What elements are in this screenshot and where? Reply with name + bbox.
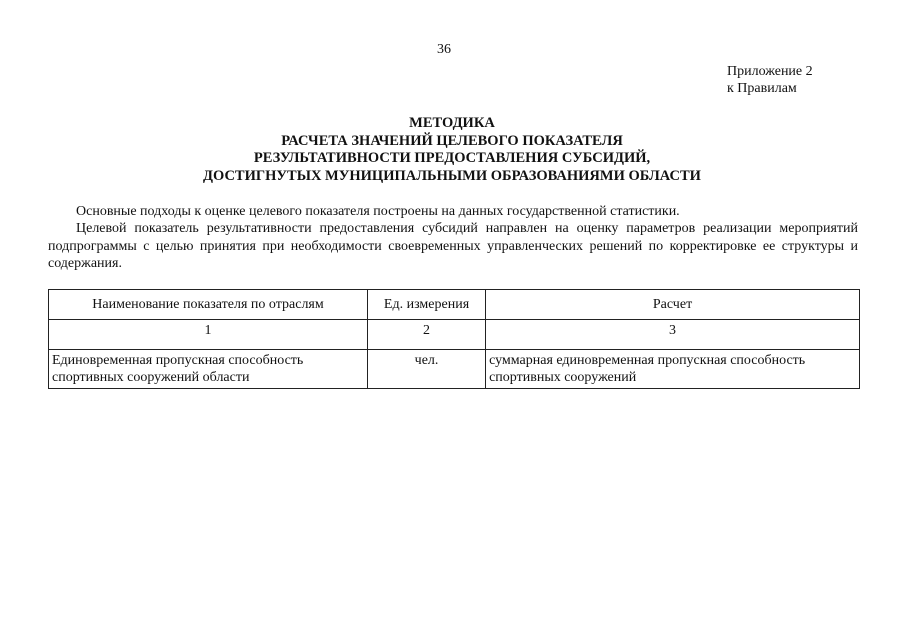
indicators-table bbox=[48, 289, 860, 389]
row-indicator-name: Единовременная пропускная способность спортивных сооружений области bbox=[49, 350, 368, 389]
title-line-4: ДОСТИГНУТЫХ МУНИЦИПАЛЬНЫМИ ОБРАЗОВАНИЯМИ ОБЛАСТИ bbox=[203, 167, 701, 184]
column-number-2: 2 bbox=[368, 320, 486, 350]
row-calculation: суммарная единовременная пропускная способность спортивных сооружений bbox=[486, 350, 860, 389]
row-unit: чел. bbox=[368, 350, 486, 389]
column-number-1: 1 bbox=[49, 320, 368, 350]
header-unit: Ед. измерения bbox=[368, 290, 486, 320]
appendix-line-1: Приложение 2 bbox=[727, 64, 813, 79]
page-number: 36 bbox=[437, 42, 451, 57]
intro-paragraph-2: Целевой показатель результативности предоставления субсидий направлен на оценку параметров реализации мероприятий подпрограммы с целью принятия при необходимости своевременных управленческих решений по корректировке ее структуры и содержания. bbox=[48, 221, 858, 271]
table-header-row bbox=[49, 290, 860, 320]
appendix-line-2: к Правилам bbox=[727, 81, 797, 96]
table-row bbox=[49, 350, 860, 389]
table-column-numbers-row bbox=[49, 320, 860, 350]
header-indicator-name: Наименование показателя по отраслям bbox=[49, 290, 368, 320]
title-line-3: РЕЗУЛЬТАТИВНОСТИ ПРЕДОСТАВЛЕНИЯ СУБСИДИЙ, bbox=[253, 150, 651, 166]
title-line-2: РАСЧЕТА ЗНАЧЕНИЙ ЦЕЛЕВОГО ПОКАЗАТЕЛЯ bbox=[281, 132, 623, 149]
header-calculation: Расчет bbox=[486, 290, 860, 320]
appendix-reference bbox=[727, 63, 813, 97]
title-line-1: МЕТОДИКА bbox=[409, 115, 495, 131]
intro-paragraph-1: Основные подходы к оценке целевого показателя построены на данных государственной статистики. bbox=[76, 204, 680, 219]
document-title bbox=[150, 115, 754, 185]
column-number-3: 3 bbox=[486, 320, 860, 350]
